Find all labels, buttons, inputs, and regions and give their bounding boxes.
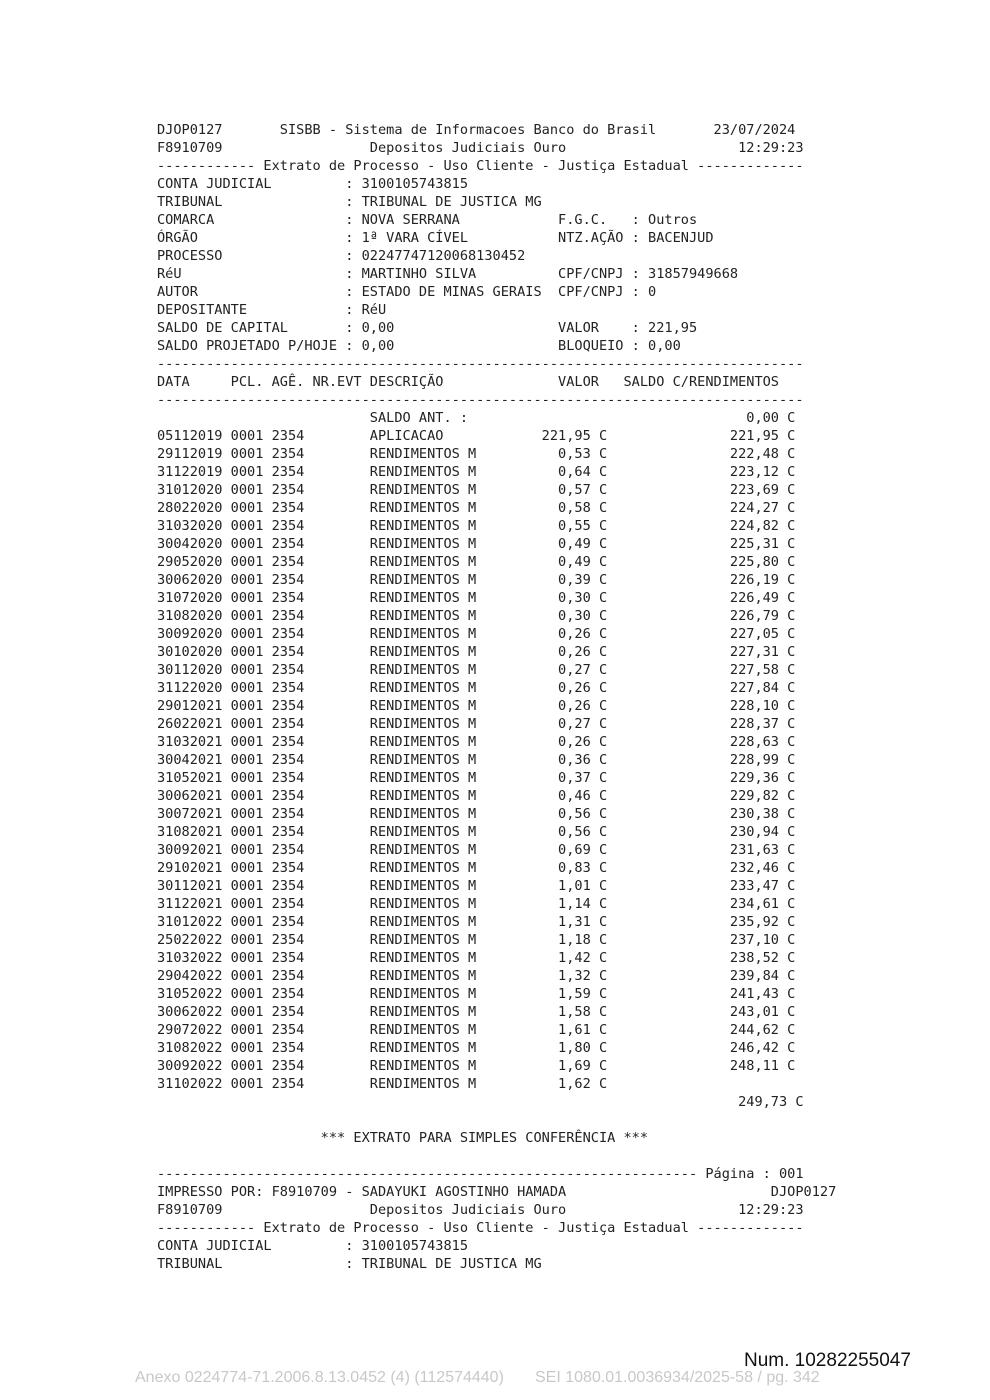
info-line: SALDO DE CAPITAL : 0,00 VALOR : 221,95 (157, 320, 698, 336)
table-row: 30092021 0001 2354 RENDIMENTOS M 0,69 C 231,63 C (157, 842, 796, 858)
table-row: 30042021 0001 2354 RENDIMENTOS M 0,36 C 228,99 C (157, 752, 796, 768)
table-row: 30062020 0001 2354 RENDIMENTOS M 0,39 C 226,19 C (157, 572, 796, 588)
table-row: 29012021 0001 2354 RENDIMENTOS M 0,26 C 228,10 C (157, 698, 796, 714)
table-row: 30092022 0001 2354 RENDIMENTOS M 1,69 C 248,11 C (157, 1058, 796, 1074)
table-row: 31082022 0001 2354 RENDIMENTOS M 1,80 C 246,42 C (157, 1040, 796, 1056)
annex-footer: Anexo 0224774-71.2006.8.13.0452 (4) (112574440) SEI 1080.01.0036934/2025-58 / pg. 342 (135, 1369, 820, 1386)
statement-page (157, 121, 957, 1273)
table-row: 29042022 0001 2354 RENDIMENTOS M 1,32 C 239,84 C (157, 968, 796, 984)
table-row: 30092020 0001 2354 RENDIMENTOS M 0,26 C 227,05 C (157, 626, 796, 642)
divider: ------------------------------------------------------------------------------- (157, 392, 804, 408)
table-row: 31032022 0001 2354 RENDIMENTOS M 1,42 C 238,52 C (157, 950, 796, 966)
info-line: CONTA JUDICIAL : 3100105743815 (157, 176, 468, 192)
table-row: 30042020 0001 2354 RENDIMENTOS M 0,49 C 225,31 C (157, 536, 796, 552)
info-line: AUTOR : ESTADO DE MINAS GERAIS CPF/CNPJ : 0 (157, 284, 657, 300)
table-row: 31052021 0001 2354 RENDIMENTOS M 0,37 C 229,36 C (157, 770, 796, 786)
repeat-line: CONTA JUDICIAL : 3100105743815 (157, 1238, 468, 1254)
table-row: 30102020 0001 2354 RENDIMENTOS M 0,26 C 227,31 C (157, 644, 796, 660)
table-row: 29072022 0001 2354 RENDIMENTOS M 1,61 C 244,62 C (157, 1022, 796, 1038)
table-row: 05112019 0001 2354 APLICACAO 221,95 C 221,95 C (157, 428, 796, 444)
table-row: 28022020 0001 2354 RENDIMENTOS M 0,58 C 224,27 C (157, 500, 796, 516)
page-divider: ------------------------------------------------------------------ Página : 001 (157, 1166, 804, 1182)
transaction-table (157, 409, 957, 1111)
table-row: 29052020 0001 2354 RENDIMENTOS M 0,49 C 225,80 C (157, 554, 796, 570)
table-row: 31122019 0001 2354 RENDIMENTOS M 0,64 C 223,12 C (157, 464, 796, 480)
table-header: DATA PCL. AGÊ. NR.EVT DESCRIÇÃO VALOR SALDO C/RENDIMENTOS (157, 374, 779, 390)
printed-by: IMPRESSO POR: F8910709 - SADAYUKI AGOSTINHO HAMADA DJOP0127 (157, 1184, 837, 1200)
table-row: 31032020 0001 2354 RENDIMENTOS M 0,55 C 224,82 C (157, 518, 796, 534)
table-row: 30112020 0001 2354 RENDIMENTOS M 0,27 C 227,58 C (157, 662, 796, 678)
table-row: 30062022 0001 2354 RENDIMENTOS M 1,58 C 243,01 C (157, 1004, 796, 1020)
info-line: COMARCA : NOVA SERRANA F.G.C. : Outros (157, 212, 698, 228)
table-row: 249,73 C (157, 1094, 804, 1110)
header-line-3: ------------ Extrato de Processo - Uso Cliente - Justiça Estadual ------------- (157, 158, 804, 174)
info-line: TRIBUNAL : TRIBUNAL DE JUSTICA MG (157, 194, 542, 210)
table-row: 29102021 0001 2354 RENDIMENTOS M 0,83 C 232,46 C (157, 860, 796, 876)
conference-note: *** EXTRATO PARA SIMPLES CONFERÊNCIA *** (157, 1130, 649, 1146)
info-line: RéU : MARTINHO SILVA CPF/CNPJ : 31857949668 (157, 266, 739, 282)
table-row: 31082021 0001 2354 RENDIMENTOS M 0,56 C 230,94 C (157, 824, 796, 840)
table-row: SALDO ANT. : 0,00 C (157, 410, 796, 426)
table-row: 31072020 0001 2354 RENDIMENTOS M 0,30 C 226,49 C (157, 590, 796, 606)
table-row: 30112021 0001 2354 RENDIMENTOS M 1,01 C 233,47 C (157, 878, 796, 894)
info-line: SALDO PROJETADO P/HOJE : 0,00 BLOQUEIO : 0,00 (157, 338, 681, 354)
repeat-line: F8910709 Depositos Judiciais Ouro 12:29:23 (157, 1202, 804, 1218)
process-info (157, 175, 957, 355)
table-row: 29112019 0001 2354 RENDIMENTOS M 0,53 C 222,48 C (157, 446, 796, 462)
header-line-1: DJOP0127 SISBB - Sistema de Informacoes Banco do Brasil 23/07/2024 (157, 122, 796, 138)
table-row: 31102022 0001 2354 RENDIMENTOS M 1,62 C (157, 1076, 608, 1092)
table-row: 30072021 0001 2354 RENDIMENTOS M 0,56 C 230,38 C (157, 806, 796, 822)
table-row: 31122021 0001 2354 RENDIMENTOS M 1,14 C 234,61 C (157, 896, 796, 912)
info-line: PROCESSO : 02247747120068130452 (157, 248, 526, 264)
repeat-line: TRIBUNAL : TRIBUNAL DE JUSTICA MG (157, 1256, 542, 1272)
document-number: Num. 10282255047 (744, 1350, 911, 1371)
table-row: 31012022 0001 2354 RENDIMENTOS M 1,31 C 235,92 C (157, 914, 796, 930)
table-row: 31082020 0001 2354 RENDIMENTOS M 0,30 C 226,79 C (157, 608, 796, 624)
table-row: 31012020 0001 2354 RENDIMENTOS M 0,57 C 223,69 C (157, 482, 796, 498)
header-line-2: F8910709 Depositos Judiciais Ouro 12:29:23 (157, 140, 804, 156)
spacer (157, 1111, 957, 1129)
spacer (157, 1147, 957, 1165)
info-line: DEPOSITANTE : RéU (157, 302, 387, 318)
table-row: 30062021 0001 2354 RENDIMENTOS M 0,46 C 229,82 C (157, 788, 796, 804)
table-row: 25022022 0001 2354 RENDIMENTOS M 1,18 C 237,10 C (157, 932, 796, 948)
table-row: 31122020 0001 2354 RENDIMENTOS M 0,26 C 227,84 C (157, 680, 796, 696)
table-row: 31052022 0001 2354 RENDIMENTOS M 1,59 C 241,43 C (157, 986, 796, 1002)
table-row: 31032021 0001 2354 RENDIMENTOS M 0,26 C 228,63 C (157, 734, 796, 750)
info-line: ÓRGÃO : 1ª VARA CÍVEL NTZ.AÇÃO : BACENJUD (157, 230, 714, 246)
repeat-line: ------------ Extrato de Processo - Uso Cliente - Justiça Estadual ------------- (157, 1220, 804, 1236)
divider: ------------------------------------------------------------------------------- (157, 356, 804, 372)
table-row: 26022021 0001 2354 RENDIMENTOS M 0,27 C 228,37 C (157, 716, 796, 732)
